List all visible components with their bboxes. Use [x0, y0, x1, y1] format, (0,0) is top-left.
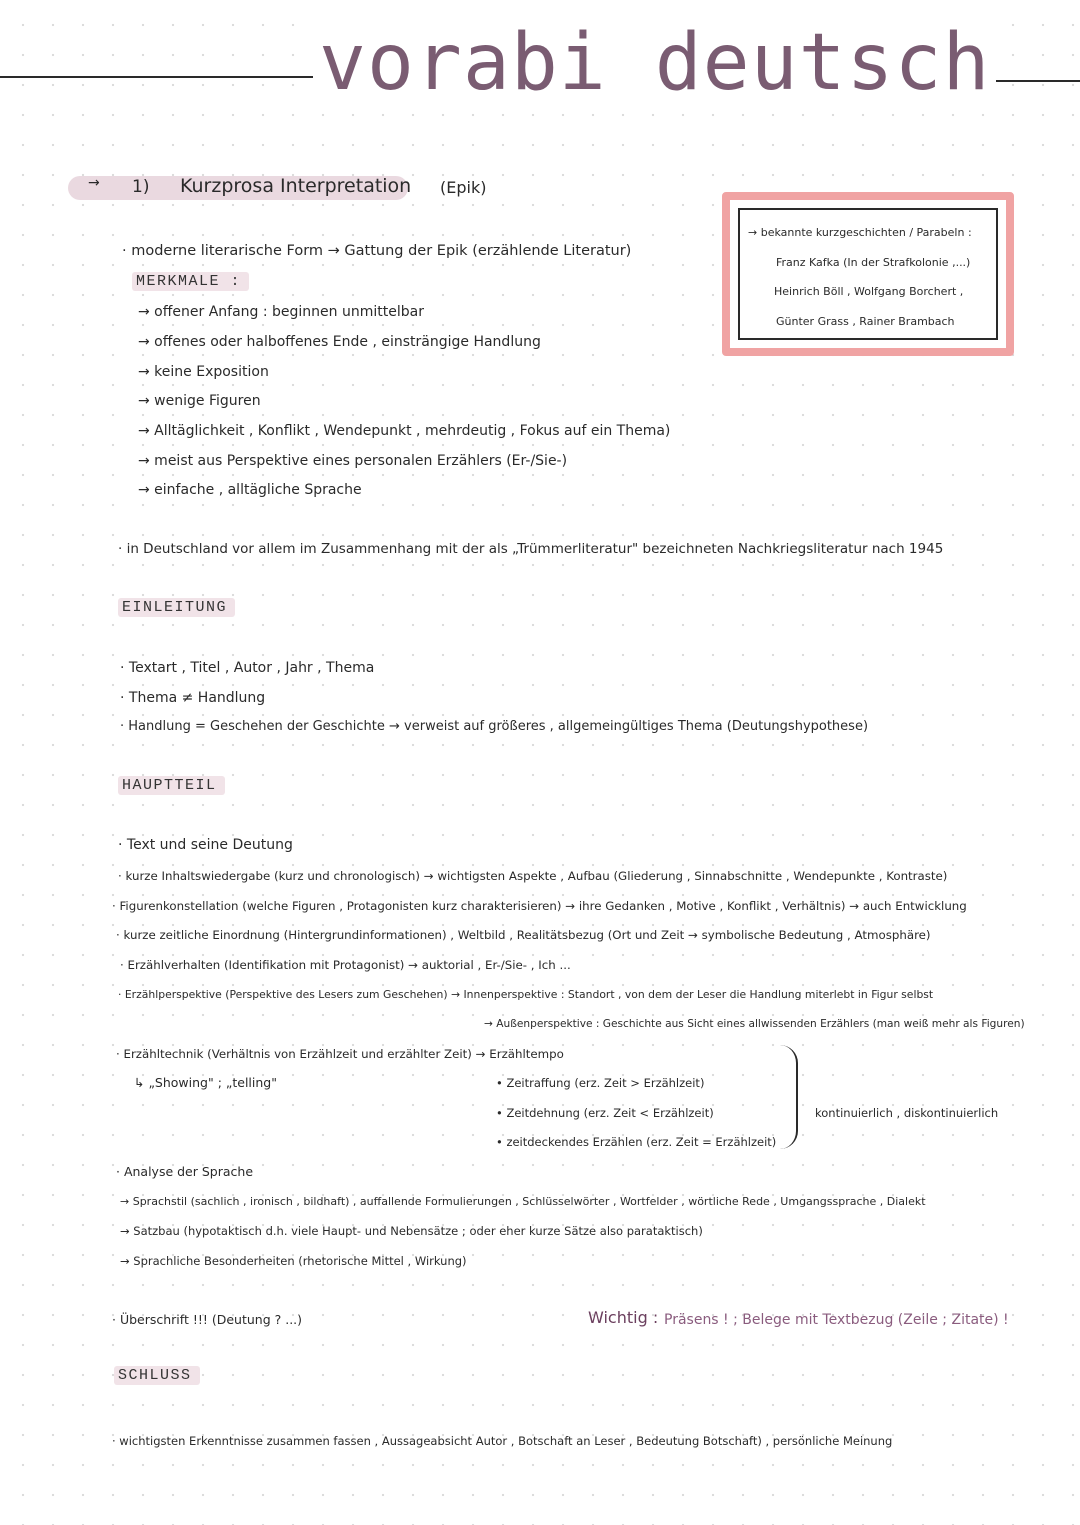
germany-note: · in Deutschland vor allem im Zusammenhang mit der als „Trümmerliteratur" bezeichneten Nachkriegsliteratur nach 1945: [118, 541, 944, 557]
sprache-item: → Sprachliche Besonderheiten (rhetorische Mittel , Wirkung): [120, 1254, 467, 1268]
merkmale-heading: MERKMALE :: [132, 272, 249, 291]
hauptteil-item: · Figurenkonstellation (welche Figuren , Protagonisten kurz charakterisieren) → ihre Gedanken , Motive , Konflikt , Verhältnis) → auch Entwicklung: [112, 899, 967, 913]
einleitung-heading: EINLEITUNG: [118, 598, 235, 617]
hauptteil-item: · kurze zeitliche Einordnung (Hintergrundinformationen) , Weltbild , Realitätsbezug (Ort und Zeit → symbolische Bedeutung , Atmosphäre): [116, 928, 931, 942]
merkmal-item: → Alltäglichkeit , Konflikt , Wendepunkt , mehrdeutig , Fokus auf ein Thema): [138, 423, 671, 439]
hauptteil-item: · Erzählperspektive (Perspektive des Lesers zum Geschehen) → Innenperspektive : Standort , von dem der Leser die Handlung miterlebt in Figur selbst: [118, 988, 934, 1001]
schluss-text: · wichtigsten Erkenntnisse zusammen fassen , Aussageabsicht Autor , Botschaft an Leser , Bedeutung Botschaft) , persönliche Meinung: [112, 1434, 893, 1448]
merkmal-item: → keine Exposition: [138, 364, 269, 380]
hauptteil-text-heading: · Text und seine Deutung: [118, 837, 293, 853]
sprache-item: → Sprachstil (sachlich , ironisch , bildhaft) , auffallende Formulierungen , Schlüsselwörter , Wortfelder , wörtliche Rede , Umgangssprache , Dialekt: [120, 1195, 926, 1208]
title-rule-left: [0, 76, 320, 78]
merkmal-item: → wenige Figuren: [138, 393, 261, 409]
section-title: Kurzprosa Interpretation: [180, 175, 412, 197]
ueberschrift-note: · Überschrift !!! (Deutung ? ...): [112, 1312, 303, 1327]
hauptteil-item: → Außenperspektive : Geschichte aus Sicht eines allwissenden Erzählers (man weiß mehr als Figuren): [484, 1018, 1025, 1030]
einleitung-item: · Handlung = Geschehen der Geschichte → verweist auf größeres , allgemeingültiges Thema (Deutungshypothese): [120, 719, 869, 734]
erzaehltempo-item: • zeitdeckendes Erzählen (erz. Zeit = Erzählzeit): [496, 1135, 777, 1149]
hauptteil-heading: HAUPTTEIL: [118, 776, 225, 795]
known-stories-line: Franz Kafka (In der Strafkolonie ,...): [776, 256, 971, 269]
einleitung-item: · Thema ≠ Handlung: [120, 690, 266, 706]
tempo-note: kontinuierlich , diskontinuierlich: [815, 1106, 999, 1120]
section-arrow-icon: →: [88, 175, 100, 191]
sprache-item: → Satzbau (hypotaktisch d.h. viele Haupt- und Nebensätze ; oder eher kurze Sätze also parataktisch): [120, 1224, 703, 1238]
page-title: vorabi deutsch: [313, 18, 996, 108]
known-stories-box: [722, 192, 1014, 356]
intro-line: · moderne literarische Form → Gattung der Epik (erzählende Literatur): [122, 243, 632, 259]
erzaehltempo-item: • Zeitraffung (erz. Zeit > Erzählzeit): [496, 1076, 705, 1090]
wichtig-label: Wichtig :: [588, 1308, 659, 1327]
known-stories-line: Günter Grass , Rainer Brambach: [776, 315, 955, 328]
sprache-heading: · Analyse der Sprache: [116, 1164, 254, 1179]
merkmal-item: → einfache , alltägliche Sprache: [138, 482, 362, 498]
merkmal-item: → offener Anfang : beginnen unmittelbar: [138, 304, 424, 320]
schluss-heading: SCHLUSS: [114, 1366, 200, 1385]
wichtig-text: Präsens ! ; Belege mit Textbezug (Zeile ; Zitate) !: [664, 1312, 1009, 1328]
merkmal-item: → meist aus Perspektive eines personalen Erzählers (Er-/Sie-): [138, 453, 568, 469]
section-genre: (Epik): [440, 178, 487, 197]
erzaehltempo-item: • Zeitdehnung (erz. Zeit < Erzählzeit): [496, 1106, 714, 1120]
section-number: 1): [132, 177, 150, 197]
hauptteil-item: · kurze Inhaltswiedergabe (kurz und chronologisch) → wichtigsten Aspekte , Aufbau (Gliederung , Sinnabschnitte , Wendepunkte , Kontraste): [118, 869, 948, 883]
hauptteil-item: · Erzähltechnik (Verhältnis von Erzählzeit und erzählter Zeit) → Erzähltempo: [116, 1047, 564, 1061]
einleitung-item: · Textart , Titel , Autor , Jahr , Thema: [120, 660, 375, 676]
known-stories-line: Heinrich Böll , Wolfgang Borchert ,: [774, 285, 964, 298]
known-stories-heading: → bekannte kurzgeschichten / Parabeln :: [748, 226, 972, 239]
merkmal-item: → offenes oder halboffenes Ende , einsträngige Handlung: [138, 334, 541, 350]
showing-telling: ↳ „Showing" ; „telling": [134, 1075, 277, 1090]
curly-bracket: [780, 1045, 798, 1149]
hauptteil-item: · Erzählverhalten (Identifikation mit Protagonist) → auktorial , Er-/Sie- , Ich ...: [120, 958, 571, 972]
